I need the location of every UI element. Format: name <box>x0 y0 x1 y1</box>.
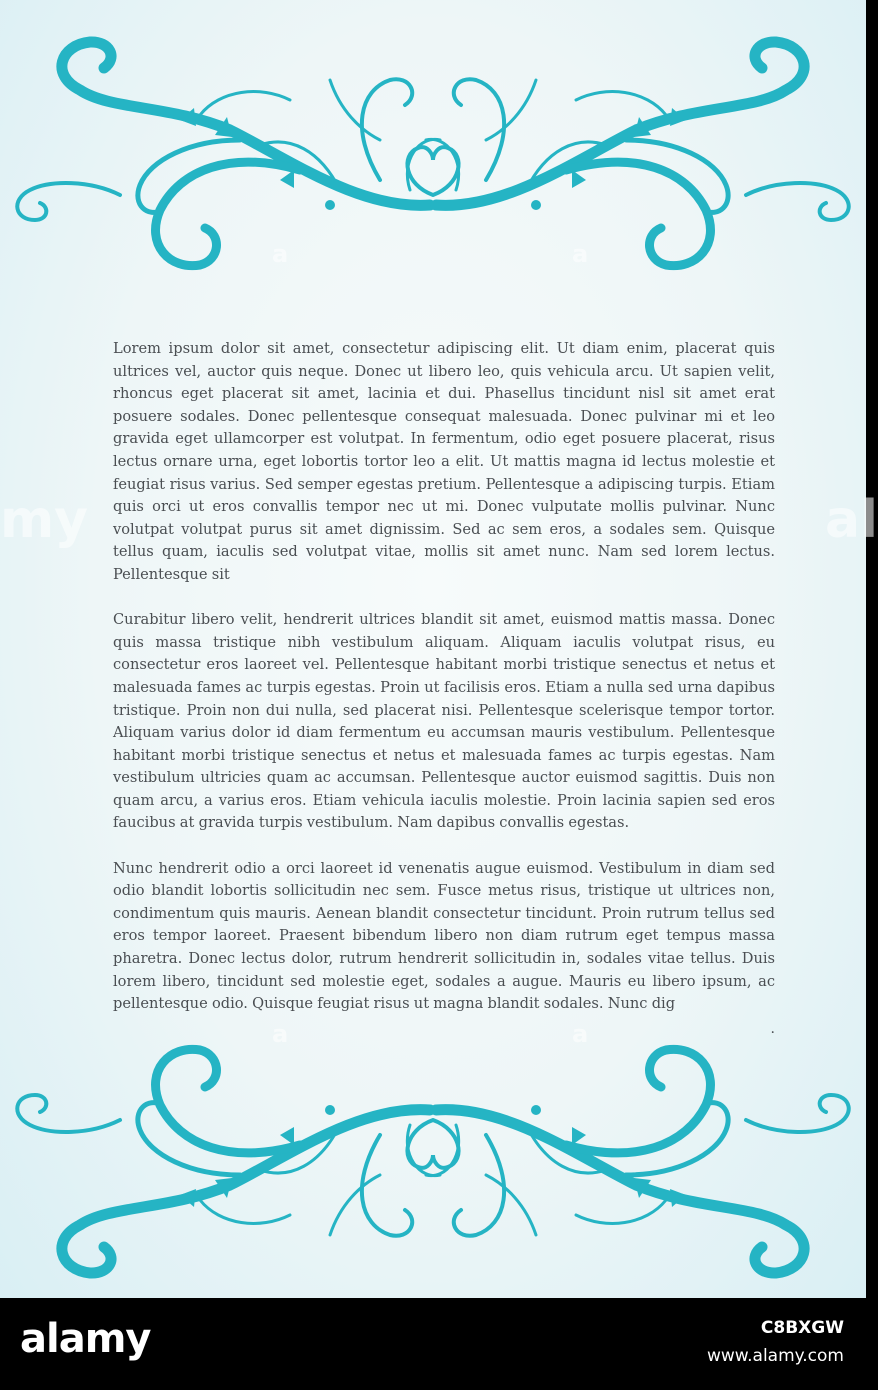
floral-ornament-bottom <box>0 1035 866 1295</box>
watermark-mark-1: a <box>272 240 289 268</box>
site-url: www.alamy.com <box>706 1346 844 1366</box>
watermark-word-left: my <box>0 490 89 550</box>
body-text <box>113 338 775 1038</box>
stock-footer <box>0 1298 866 1390</box>
ornament-bottom <box>0 1035 866 1295</box>
stock-image-id: C8BXGW <box>760 1318 844 1338</box>
paragraph-3: Nunc hendrerit odio a orci laoreet id venenatis augue euismod. Vestibulum in diam sed odio blandit lobortis sollicitudin nec sem. Fusce metus risus, tristique ut ultrices non, condimentum quis mauris. Aenean blandit consectetur tincidunt. Proin rutrum tellus sed eros tempor laoreet. Praesent bibendum libero non diam rutrum eget tempus massa pharetra. Donec lectus dolor, rutrum hendrerit sollicitudin in, sodales vitae tellus. Duis lorem libero, tincidunt sed molestie eget, sodales a augue. Mauris eu libero ipsum, ac pellentesque odio. Quisque feugiat risus ut magna blandit sodales. Nunc dig <box>113 859 775 1013</box>
watermark-mark-3: a <box>272 1020 289 1048</box>
paragraph-1: Lorem ipsum dolor sit amet, consectetur adipiscing elit. Ut diam enim, placerat quis ultrices vel, auctor quis neque. Donec ut libero leo, quis vehicula arcu. Ut sapien velit, rhoncus eget placerat sit amet, lacinia et dui. Phasellus tincidunt nisl sit amet erat posuere sodales. Donec pellentesque consequat malesuada. Donec pulvinar mi et leo gravida eget ullamcorper est volutpat. In fermentum, odio eget posuere placerat, risus lectus ornare urna, eget lobortis tortor leo a elit. Ut mattis magna id lectus molestie et feugiat risus varius. Sed semper egestas pretium. Pellentesque a adipiscing turpis. Etiam quis orci ut eros convallis tempor nec ut mi. Donec vulputate mollis pulvinar. Nunc volutpat volutpat purus sit amet dignissim. Sed ac sem eros, a sodales sem. Quisque tellus quam, iaculis sed volutpat vitae, mollis sit amet nunc. Nam sed lorem lectus. Pellentesque sit <box>113 340 775 583</box>
brand-logo: alamy <box>20 1316 151 1362</box>
watermark-mark-2: a <box>572 240 589 268</box>
trailing-mark: . <box>770 1021 775 1038</box>
watermark-mark-4: a <box>572 1020 589 1048</box>
ornament-top <box>0 20 866 280</box>
watermark-word-right: al <box>825 490 878 550</box>
paragraph-2: Curabitur libero velit, hendrerit ultrices blandit sit amet, euismod mattis massa. Donec quis massa tristique nibh vestibulum aliquam. Aliquam iaculis volutpat risus, eu consectetur eros laoreet vel. Pellentesque habitant morbi tristique senectus et netus et malesuada fames ac turpis egestas. Proin ut facilisis eros. Etiam a nulla sed urna dapibus tristique. Proin non dui nulla, sed placerat nisi. Pellentesque scelerisque tempor tortor. Aliquam varius dolor id diam fermentum eu accumsan mauris vestibulum. Pellentesque habitant morbi tristique senectus et netus et malesuada fames ac turpis egestas. Nam vestibulum ultricies quam ac accumsan. Pellentesque auctor euismod sagittis. Duis non quam arcu, a varius eros. Etiam vehicula iaculis molestie. Proin lacinia sapien sed eros faucibus at gravida turpis vestibulum. Nam dapibus convallis egestas. <box>113 611 775 832</box>
floral-ornament-top <box>0 20 866 280</box>
